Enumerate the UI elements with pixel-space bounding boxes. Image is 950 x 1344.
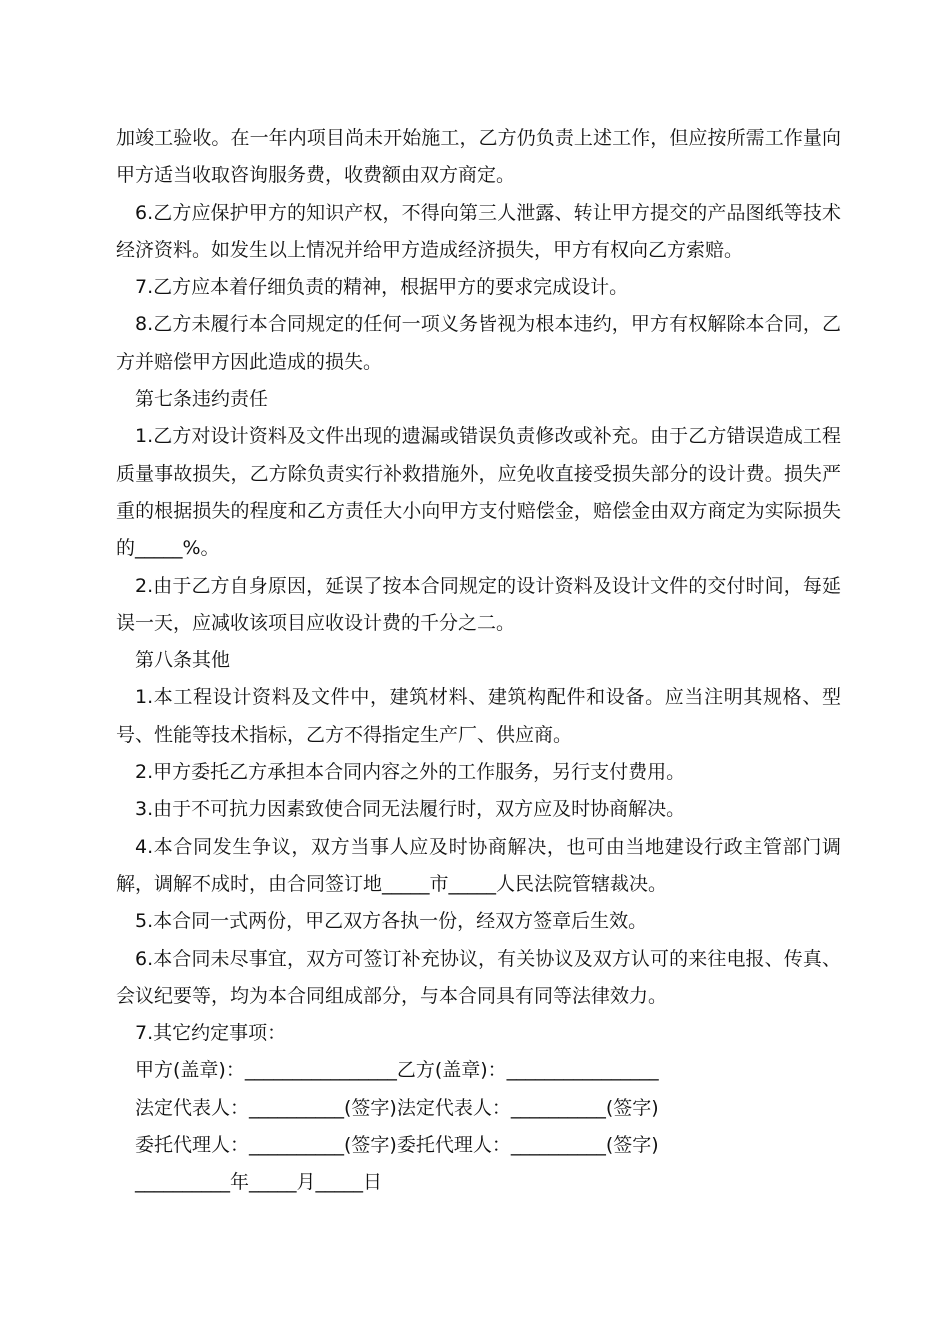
clause-8-breach: 8.乙方未履行本合同规定的任何一项义务皆视为根本违约，甲方有权解除本合同，乙方并赔偿甲方因此造成的损失。	[116, 313, 841, 373]
clause-7-careful-design: 7.乙方应本着仔细负责的精神，根据甲方的要求完成设计。	[135, 276, 629, 299]
clause-other-7: 7.其它约定事项：	[135, 1022, 287, 1045]
clause-other-6: 6.本合同未尽事宜，双方可签订补充协议，有关协议及双方认可的来往电报、传真、会议纪要等，均为本合同组成部分，与本合同具有同等法律效力。	[116, 947, 841, 1007]
clause-other-4: 4.本合同发生争议，双方当事人应及时协商解决，也可由当地建设行政主管部门调解，调解不成时，由合同签订地_____市_____人民法院管辖裁决。	[116, 835, 841, 895]
signature-line-date: __________年_____月_____日	[135, 1171, 383, 1194]
clause-6-ip-protection: 6.乙方应保护甲方的知识产权，不得向第三人泄露、转让甲方提交的产品图纸等技术经济资料。如发生以上情况并给甲方造成经济损失，甲方有权向乙方索赔。	[116, 201, 841, 261]
paragraph-continuation: 加竣工验收。在一年内项目尚未开始施工，乙方仍负责上述工作，但应按所需工作量向甲方适当收取咨询服务费，收费额由双方商定。	[116, 127, 841, 187]
signature-line-seal: 甲方(盖章)：________________乙方(盖章)：________________	[135, 1059, 659, 1082]
section-heading-article-8: 第八条其他	[135, 649, 231, 672]
clause-liability-1: 1.乙方对设计资料及文件出现的遗漏或错误负责修改或补充。由于乙方错误造成工程质量事故损失，乙方除负责实行补救措施外，应免收直接受损失部分的设计费。损失严重的根据损失的程度和乙方责任大小向甲方支付赔偿金，赔偿金由双方商定为实际损失的_____%。	[116, 425, 841, 560]
signature-line-agent: 委托代理人：__________(签字)委托代理人：__________(签字)	[135, 1134, 659, 1157]
clause-other-3: 3.由于不可抗力因素致使合同无法履行时，双方应及时协商解决。	[135, 798, 686, 821]
signature-line-legal-rep: 法定代表人：__________(签字)法定代表人：__________(签字)	[135, 1096, 659, 1119]
clause-other-1: 1.本工程设计资料及文件中，建筑材料、建筑构配件和设备。应当注明其规格、型号、性能等技术指标，乙方不得指定生产厂、供应商。	[116, 686, 841, 746]
clause-other-2: 2.甲方委托乙方承担本合同内容之外的工作服务，另行支付费用。	[135, 761, 686, 784]
section-heading-article-7: 第七条违约责任	[135, 388, 269, 411]
clause-other-5: 5.本合同一式两份，甲乙双方各执一份，经双方签章后生效。	[135, 910, 648, 933]
clause-liability-2: 2.由于乙方自身原因，延误了按本合同规定的设计资料及设计文件的交付时间，每延误一天，应减收该项目应收设计费的千分之二。	[116, 574, 841, 634]
document-body	[116, 120, 841, 1202]
